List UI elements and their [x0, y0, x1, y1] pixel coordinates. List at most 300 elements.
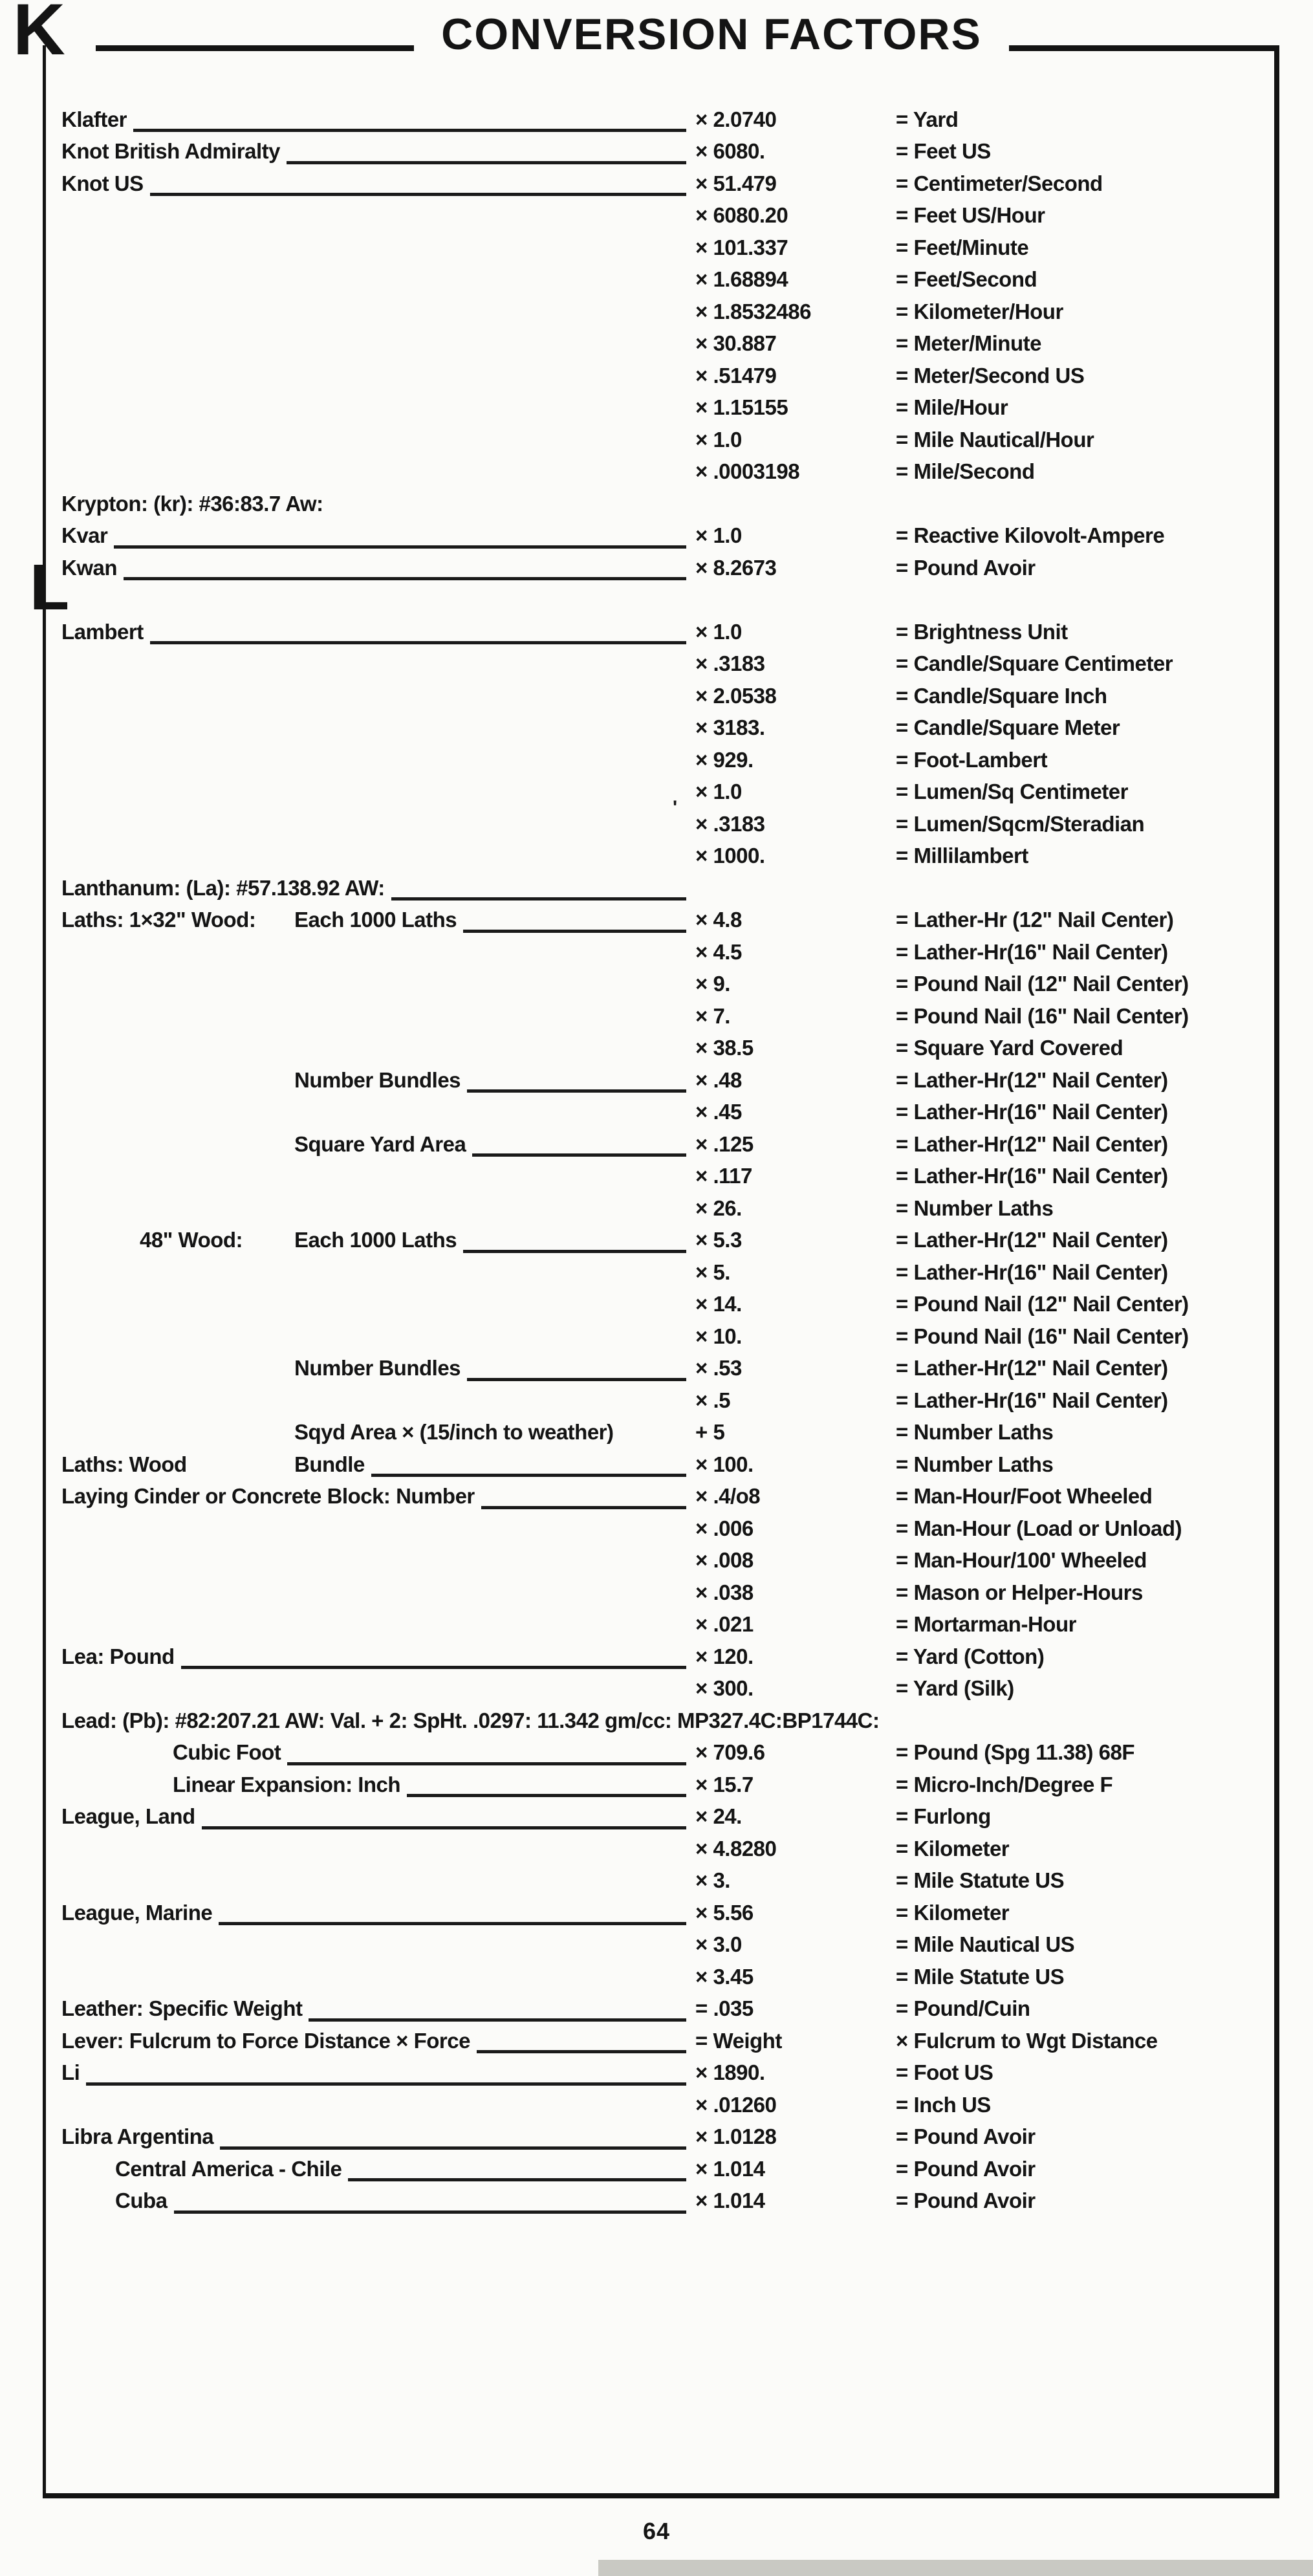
result-value: = Number Laths	[896, 1195, 1054, 1220]
factor-value: × .021	[695, 1612, 754, 1637]
conversion-row	[61, 104, 1264, 136]
result-value: = Pound Avoir	[896, 2124, 1036, 2149]
factor-value: × 5.3	[695, 1228, 742, 1252]
factor-value: × 709.6	[695, 1740, 765, 1765]
conversion-row	[61, 1448, 1264, 1481]
result-value: = Feet US/Hour	[896, 203, 1045, 228]
factor-value: × 5.56	[695, 1900, 754, 1925]
conversion-row	[61, 1865, 1264, 1897]
leader-line	[124, 555, 686, 580]
factor-value: × 6080.20	[695, 203, 788, 228]
result-value: = Furlong	[896, 1804, 991, 1829]
row-name	[61, 1032, 695, 1065]
result-value	[896, 872, 1264, 904]
unit-label: League, Marine	[61, 1900, 213, 1925]
leader-line	[150, 619, 686, 644]
conversion-row	[61, 296, 1264, 328]
row-name	[61, 1961, 695, 1993]
row-name	[61, 168, 695, 200]
stray-mark: '	[673, 797, 678, 818]
row-name	[61, 2121, 695, 2154]
factor-value: × .008	[695, 1548, 754, 1573]
result-value: × Fulcrum to Wgt Distance	[896, 2028, 1158, 2053]
result-value: = Pound Nail (12" Nail Center)	[896, 1292, 1189, 1316]
factor-value: × .5	[695, 1388, 730, 1412]
row-name	[61, 392, 695, 424]
row-name	[61, 744, 695, 776]
row-name	[61, 936, 695, 968]
result-value: = Centimeter/Second	[896, 171, 1103, 195]
row-name	[61, 1833, 695, 1865]
result-value: = Mile Nautical US	[896, 1932, 1075, 1957]
factor-value: × 1.0	[695, 619, 742, 644]
conversion-row	[61, 808, 1264, 840]
result-value: = Kilometer	[896, 1900, 1010, 1925]
conversion-row	[61, 1161, 1264, 1193]
section-gap	[61, 584, 1264, 617]
conversion-row	[61, 1897, 1264, 1929]
result-value: = Pound/Cuin	[896, 1996, 1030, 2021]
conversion-row	[61, 1769, 1264, 1801]
conversion-row	[61, 1353, 1264, 1385]
row-name	[61, 1512, 695, 1545]
leader-line	[219, 1900, 686, 1925]
factor-value: × .3183	[695, 651, 765, 676]
factor-value: × .038	[695, 1580, 754, 1604]
result-value: = Candle/Square Inch	[896, 683, 1107, 708]
row-name	[61, 1673, 695, 1705]
factor-value: × .45	[695, 1100, 742, 1124]
factor-value: × .006	[695, 1516, 754, 1540]
result-value: = Lather-Hr(16" Nail Center)	[896, 1388, 1168, 1412]
factor-value: × 120.	[695, 1644, 754, 1668]
conversion-row	[61, 968, 1264, 1001]
conversion-row	[61, 1097, 1264, 1129]
row-name	[61, 1481, 695, 1513]
factor-value: × 8.2673	[695, 555, 777, 580]
conversion-row	[61, 1609, 1264, 1641]
row-name	[61, 1064, 695, 1097]
factor-value: × 101.337	[695, 235, 788, 259]
leader-line	[174, 2189, 687, 2214]
row-name	[61, 648, 695, 681]
row-name	[61, 1897, 695, 1929]
result-value: = Inch US	[896, 2092, 991, 2117]
conversion-row	[61, 328, 1264, 360]
leader-line	[150, 171, 686, 196]
result-value: = Square Yard Covered	[896, 1036, 1123, 1060]
factor-value: × 300.	[695, 1676, 754, 1701]
conversion-row	[61, 616, 1264, 648]
result-value: = Candle/Square Centimeter	[896, 651, 1173, 676]
conversion-row	[61, 1384, 1264, 1417]
leader-line	[467, 1067, 686, 1093]
page-number: 64	[642, 2518, 671, 2544]
factor-value	[695, 488, 896, 520]
leader-line	[463, 1228, 686, 1253]
leader-line	[371, 1452, 686, 1477]
result-value: = Yard (Cotton)	[896, 1644, 1045, 1668]
leader-line	[133, 107, 686, 132]
conversion-row	[61, 1192, 1264, 1225]
row-name	[61, 2089, 695, 2121]
unit-label: Lambert	[61, 619, 144, 644]
row-name	[61, 808, 695, 840]
row-name	[61, 680, 695, 712]
row-name	[61, 1448, 695, 1481]
row-name	[61, 1641, 695, 1673]
result-value: = Mason or Helper-Hours	[896, 1580, 1143, 1604]
result-value: = Lather-Hr(16" Nail Center)	[896, 1100, 1168, 1124]
result-value	[896, 488, 1264, 520]
factor-value: × 1.014	[695, 2189, 765, 2213]
conversion-row	[61, 1705, 1264, 1737]
result-value: = Lather-Hr(12" Nail Center)	[896, 1131, 1168, 1156]
row-name	[61, 1000, 695, 1032]
result-value: = Pound Nail (12" Nail Center)	[896, 972, 1189, 996]
result-value: = Candle/Square Meter	[896, 715, 1120, 740]
leader-line	[287, 139, 686, 164]
conversion-row	[61, 1833, 1264, 1865]
row-name	[61, 1320, 695, 1353]
result-value: = Lather-Hr(16" Nail Center)	[896, 1164, 1168, 1188]
row-name	[61, 1384, 695, 1417]
row-name	[61, 1192, 695, 1225]
factor-value: × 3183.	[695, 715, 765, 740]
conversion-row	[61, 872, 1264, 904]
result-value: = Lather-Hr(16" Nail Center)	[896, 939, 1168, 964]
factor-value: + 5	[695, 1420, 725, 1445]
factor-value: × 6080.	[695, 139, 765, 164]
conversion-row	[61, 200, 1264, 232]
factor-value: × 1.014	[695, 2156, 765, 2181]
row-name	[61, 872, 695, 904]
unit-label: Lead: (Pb): #82:207.21 AW: Val. + 2: SpHt. .0297: 11.342 gm/cc: MP327.4C:BP1744C:	[61, 1708, 880, 1732]
row-name	[61, 1161, 695, 1193]
leader-line	[220, 2124, 686, 2150]
unit-label: Lanthanum: (La): #57.138.92 AW:	[61, 875, 385, 900]
row-name	[61, 2185, 695, 2218]
leader-line	[287, 1740, 686, 1765]
factor-value: × 9.	[695, 972, 730, 996]
factor-value: × 4.8280	[695, 1836, 777, 1861]
leader-line	[481, 1484, 686, 1509]
factor-value: × 26.	[695, 1195, 742, 1220]
factor-value: × 10.	[695, 1324, 742, 1348]
result-value: = Reactive Kilovolt-Ampere	[896, 523, 1165, 548]
result-value: = Number Laths	[896, 1452, 1054, 1476]
conversion-row	[61, 1512, 1264, 1545]
conversion-row	[61, 456, 1264, 488]
leader-line	[202, 1804, 686, 1829]
factor-value: × 5.	[695, 1260, 730, 1284]
unit-label: Laying Cinder or Concrete Block: Number	[61, 1484, 475, 1509]
conversion-row	[61, 1993, 1264, 2025]
leader-line	[477, 2028, 686, 2053]
row-name	[61, 552, 695, 584]
row-name	[61, 1545, 695, 1577]
unit-label: Square Yard Area	[294, 1131, 466, 1156]
conversion-row	[61, 264, 1264, 296]
leader-line	[114, 523, 686, 549]
conversion-row	[61, 1320, 1264, 1353]
row-name	[61, 1577, 695, 1609]
unit-label: Sqyd Area × (15/inch to weather)	[294, 1420, 614, 1445]
result-value: = Mile/Second	[896, 459, 1035, 484]
result-value: = Kilometer/Hour	[896, 299, 1063, 323]
factor-value: × 1.0128	[695, 2124, 777, 2149]
row-name	[61, 200, 695, 232]
conversion-row	[61, 1673, 1264, 1705]
result-value: = Yard (Silk)	[896, 1676, 1014, 1701]
factor-value: = .035	[695, 1996, 754, 2021]
section-letter-k: K	[13, 0, 63, 70]
row-name	[61, 1993, 695, 2025]
unit-label: 48" Wood:	[140, 1228, 243, 1252]
factor-value	[695, 1705, 896, 1737]
row-name	[61, 1128, 695, 1161]
row-name	[61, 520, 695, 552]
result-value: = Lather-Hr(12" Nail Center)	[896, 1228, 1168, 1252]
conversion-row	[61, 712, 1264, 745]
row-name	[61, 2153, 695, 2185]
result-value: = Feet/Second	[896, 267, 1037, 292]
result-value: = Pound Avoir	[896, 2189, 1036, 2213]
factor-value: × .51479	[695, 363, 777, 387]
factor-value: × 30.887	[695, 331, 777, 356]
conversion-row	[61, 2057, 1264, 2090]
factor-value	[695, 872, 896, 904]
result-value: = Lather-Hr(12" Nail Center)	[896, 1356, 1168, 1381]
result-value: = Pound (Spg 11.38) 68F	[896, 1740, 1135, 1765]
row-name	[61, 968, 695, 1001]
conversion-row	[61, 2185, 1264, 2218]
factor-value: × 3.0	[695, 1932, 742, 1957]
row-name	[61, 1256, 695, 1289]
factor-value: × 1890.	[695, 2060, 765, 2085]
factor-value: × 15.7	[695, 1772, 754, 1796]
unit-label: Li	[61, 2060, 80, 2085]
unit-label: Central America - Chile	[115, 2156, 342, 2181]
unit-label: Krypton: (kr): #36:83.7 Aw:	[61, 491, 323, 516]
result-value: = Mile Statute US	[896, 1964, 1065, 1989]
result-value: = Foot US	[896, 2060, 993, 2085]
conversion-row	[61, 360, 1264, 392]
row-name	[61, 1225, 695, 1257]
conversion-row	[61, 1256, 1264, 1289]
row-name	[61, 840, 695, 873]
conversion-row	[61, 232, 1264, 264]
result-value: = Pound Nail (16" Nail Center)	[896, 1324, 1189, 1348]
factor-value: × 14.	[695, 1292, 742, 1316]
conversion-row	[61, 2121, 1264, 2154]
row-name	[61, 1769, 695, 1801]
unit-label: Laths: 1×32" Wood:	[61, 908, 256, 932]
conversion-row	[61, 1032, 1264, 1065]
row-name	[61, 2057, 695, 2090]
row-name	[61, 1097, 695, 1129]
conversion-row	[61, 1289, 1264, 1321]
unit-label: Laths: Wood	[61, 1452, 187, 1476]
row-name	[61, 360, 695, 392]
factor-value: × .3183	[695, 811, 765, 836]
conversion-row	[61, 2025, 1264, 2057]
result-value: = Number Laths	[896, 1420, 1054, 1445]
factor-value: × 1000.	[695, 844, 765, 868]
row-name	[61, 1737, 695, 1769]
row-name	[61, 1865, 695, 1897]
unit-sublabel: Each 1000 Laths	[294, 908, 457, 932]
conversion-row	[61, 1641, 1264, 1673]
factor-value: × 2.0740	[695, 107, 777, 131]
row-name	[61, 1929, 695, 1961]
leader-line	[348, 2156, 686, 2181]
row-name	[61, 1609, 695, 1641]
result-value: = Man-Hour/Foot Wheeled	[896, 1484, 1153, 1509]
leader-line	[467, 1356, 686, 1381]
conversion-table	[61, 104, 1264, 2217]
row-name	[61, 712, 695, 745]
result-value: = Millilambert	[896, 844, 1028, 868]
result-value: = Lather-Hr(12" Nail Center)	[896, 1067, 1168, 1092]
factor-value: × 1.8532486	[695, 299, 811, 323]
unit-label: Knot US	[61, 171, 144, 195]
unit-label: Libra Argentina	[61, 2124, 214, 2149]
row-name	[61, 424, 695, 456]
conversion-row	[61, 1417, 1264, 1449]
leader-line	[391, 875, 686, 901]
result-value: = Foot-Lambert	[896, 747, 1048, 772]
result-value: = Feet/Minute	[896, 235, 1029, 259]
leader-line	[86, 2060, 686, 2086]
result-value: = Lather-Hr(16" Nail Center)	[896, 1260, 1168, 1284]
conversion-row	[61, 552, 1264, 584]
result-value: = Pound Avoir	[896, 2156, 1036, 2181]
unit-label: Lever: Fulcrum to Force Distance × Force	[61, 2028, 470, 2053]
factor-value: × 3.45	[695, 1964, 754, 1989]
conversion-row	[61, 1545, 1264, 1577]
unit-label: Kvar	[61, 523, 108, 548]
unit-label: Linear Expansion: Inch	[173, 1772, 401, 1796]
conversion-row	[61, 648, 1264, 681]
factor-value: × 1.0	[695, 780, 742, 804]
factor-value: × .48	[695, 1067, 742, 1092]
result-value: = Meter/Minute	[896, 331, 1041, 356]
conversion-row	[61, 744, 1264, 776]
unit-label: Kwan	[61, 555, 118, 580]
row-name	[61, 296, 695, 328]
unit-label: Number Bundles	[294, 1067, 461, 1092]
conversion-row	[61, 2089, 1264, 2121]
conversion-row	[61, 520, 1264, 552]
factor-value: × 24.	[695, 1804, 742, 1829]
factor-value: × .53	[695, 1356, 742, 1381]
conversion-row	[61, 2153, 1264, 2185]
leader-line	[407, 1772, 686, 1797]
row-name	[61, 456, 695, 488]
result-value: = Yard	[896, 107, 959, 131]
result-value: = Mile Statute US	[896, 1868, 1065, 1893]
leader-line	[472, 1131, 686, 1157]
conversion-row	[61, 840, 1264, 873]
conversion-row	[61, 392, 1264, 424]
factor-value: × .117	[695, 1164, 752, 1188]
conversion-row	[61, 1801, 1264, 1833]
row-name	[61, 1289, 695, 1321]
factor-value: × .0003198	[695, 459, 800, 484]
conversion-row	[61, 136, 1264, 168]
conversion-row	[61, 1929, 1264, 1961]
factor-value: × 3.	[695, 1868, 730, 1893]
result-value: = Man-Hour/100' Wheeled	[896, 1548, 1147, 1573]
factor-value: × 929.	[695, 747, 754, 772]
unit-label: League, Land	[61, 1804, 195, 1829]
factor-value: × 1.15155	[695, 395, 788, 420]
result-value: = Mile Nautical/Hour	[896, 427, 1094, 452]
result-value: = Man-Hour (Load or Unload)	[896, 1516, 1182, 1540]
result-value: = Micro-Inch/Degree F	[896, 1772, 1113, 1796]
factor-value: × .125	[695, 1131, 754, 1156]
result-value	[896, 1705, 1264, 1737]
conversion-row	[61, 1225, 1264, 1257]
factor-value: × 1.0	[695, 523, 742, 548]
result-value: = Mile/Hour	[896, 395, 1008, 420]
row-name	[61, 136, 695, 168]
row-name	[61, 904, 695, 937]
leader-line	[181, 1644, 686, 1669]
section-letter-l: L	[30, 551, 67, 624]
conversion-row	[61, 1737, 1264, 1769]
factor-value: × 1.68894	[695, 267, 788, 292]
factor-value: = Weight	[695, 2028, 782, 2053]
conversion-row	[61, 936, 1264, 968]
conversion-row	[61, 776, 1264, 809]
conversion-row	[61, 168, 1264, 200]
factor-value: × 2.0538	[695, 683, 777, 708]
unit-label: Knot British Admiralty	[61, 139, 280, 164]
factor-value: × 51.479	[695, 171, 777, 195]
unit-label: Cuba	[115, 2189, 168, 2213]
conversion-row	[61, 424, 1264, 456]
result-value: = Kilometer	[896, 1836, 1010, 1861]
factor-value: × 7.	[695, 1003, 730, 1028]
factor-value: × .4/o8	[695, 1484, 761, 1509]
result-value: = Lumen/Sq Centimeter	[896, 780, 1128, 804]
row-name	[61, 328, 695, 360]
row-name	[61, 616, 695, 648]
row-name	[61, 2025, 695, 2057]
page-title: CONVERSION FACTORS	[441, 10, 982, 59]
result-value: = Lumen/Sqcm/Steradian	[896, 811, 1145, 836]
unit-label: Cubic Foot	[173, 1740, 281, 1765]
conversion-row	[61, 1000, 1264, 1032]
row-name	[61, 1417, 695, 1449]
conversion-row	[61, 1961, 1264, 1993]
leader-line	[463, 908, 686, 933]
factor-value: × 38.5	[695, 1036, 754, 1060]
result-value: = Lather-Hr (12" Nail Center)	[896, 908, 1174, 932]
factor-value: × 4.5	[695, 939, 742, 964]
row-name	[61, 776, 695, 809]
row-name	[61, 488, 695, 520]
result-value: = Pound Nail (16" Nail Center)	[896, 1003, 1189, 1028]
unit-sublabel: Bundle	[294, 1452, 365, 1476]
conversion-row	[61, 904, 1264, 937]
result-value: = Mortarman-Hour	[896, 1612, 1076, 1637]
result-value: = Brightness Unit	[896, 619, 1068, 644]
row-name	[61, 1353, 695, 1385]
conversion-row	[61, 680, 1264, 712]
